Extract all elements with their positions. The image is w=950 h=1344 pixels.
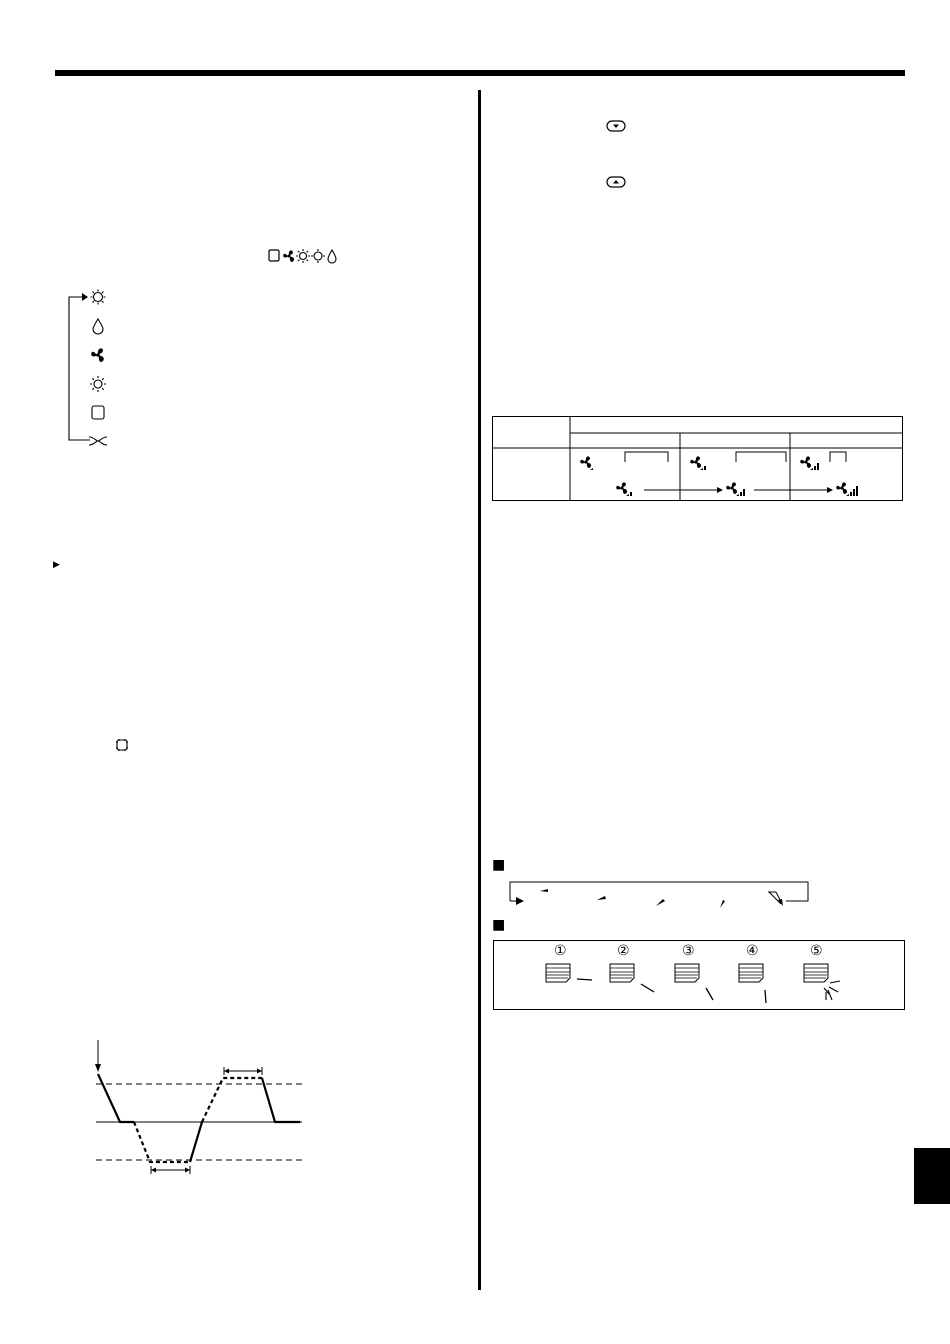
- temperature-cycle-diagram: [90, 1040, 305, 1180]
- vane-angle3-icon: [720, 900, 725, 908]
- vane-position-label: ④: [746, 943, 759, 959]
- return-curve: [262, 1078, 300, 1122]
- auto-icon: [91, 290, 106, 305]
- vane-position-label: ①: [554, 943, 567, 959]
- up-arrow-icon: [613, 180, 619, 184]
- vane-position-label: ③: [682, 943, 695, 959]
- fan-speed-icon: [800, 456, 819, 470]
- vane-unit-4: [739, 964, 766, 1003]
- page-side-tab: [914, 1148, 950, 1204]
- vane-position-label: ⑤: [810, 943, 823, 959]
- drop-icon: [93, 319, 103, 334]
- vane-unit-5: [804, 964, 840, 1000]
- rising-curve: [190, 1122, 202, 1162]
- drop-icon: [328, 250, 336, 263]
- cycle-arrow-icon: [82, 293, 88, 301]
- cooling-curve: [98, 1074, 134, 1122]
- auto-mode-icon: [115, 738, 129, 752]
- rising-dashed-curve: [202, 1078, 262, 1122]
- vane-angle2-icon: [656, 899, 665, 906]
- fan-icon: [91, 348, 104, 362]
- fan-speed-icon: [836, 482, 858, 496]
- fan-speed-icon: [726, 482, 745, 496]
- cycle-bracket: [69, 297, 90, 440]
- fan-icon: [283, 250, 294, 262]
- vane-horizontal-icon: [540, 889, 548, 892]
- fan-speed-icon: [580, 456, 593, 470]
- mode-icon-strip: [268, 248, 340, 264]
- down-arrow-button[interactable]: [606, 120, 626, 132]
- vane-angle1-icon: [597, 896, 606, 900]
- airflow-direction-cycle: [506, 880, 812, 910]
- square-icon: [269, 250, 279, 261]
- vane-icon: [89, 437, 107, 445]
- header-rule: [55, 70, 905, 76]
- fan-speed-icon: [616, 482, 632, 496]
- section-marker: ■: [492, 917, 506, 933]
- bullet-marker: ▶: [53, 560, 60, 570]
- vane-position-label: ②: [617, 943, 630, 959]
- section-marker: ■: [492, 857, 506, 873]
- square-icon: [92, 406, 104, 419]
- falling-dashed-curve: [134, 1122, 190, 1162]
- column-divider: [478, 90, 481, 1290]
- vane-unit-2: [610, 964, 654, 992]
- fan-speed-table: [492, 416, 904, 502]
- auto-icon: [311, 249, 325, 263]
- vane-unit-3: [675, 964, 713, 1000]
- vane-position-diagrams: [540, 962, 860, 1006]
- sun-icon: [90, 376, 106, 392]
- fan-speed-icon: [690, 456, 706, 470]
- mode-cycle-list: [60, 288, 130, 450]
- up-arrow-button[interactable]: [606, 176, 626, 188]
- swing-icon: [768, 892, 781, 904]
- sun-icon: [296, 249, 310, 263]
- start-arrowhead: [95, 1064, 101, 1072]
- down-arrow-icon: [613, 125, 619, 129]
- vane-unit-1: [546, 964, 592, 982]
